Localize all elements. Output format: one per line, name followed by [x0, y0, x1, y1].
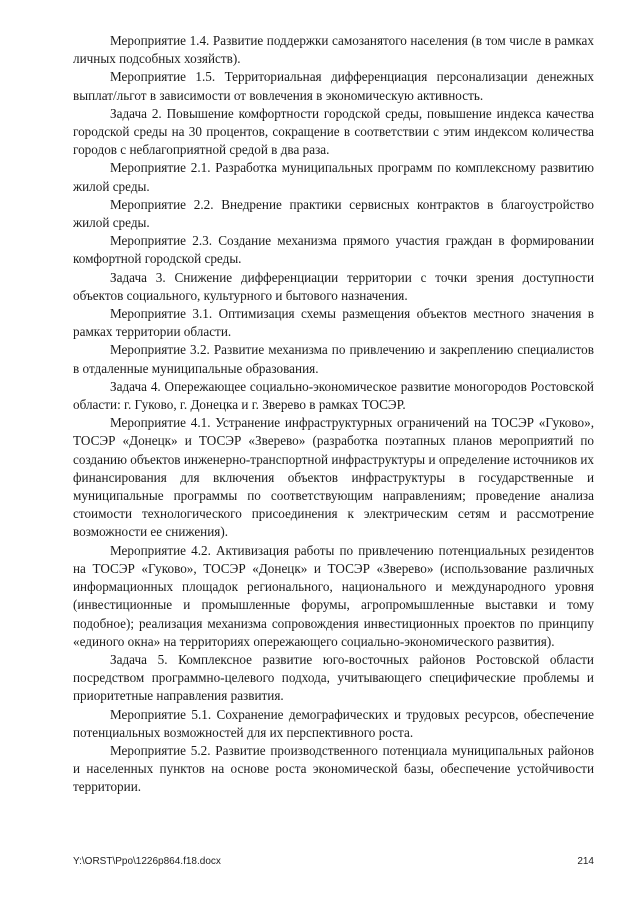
page-footer: [73, 855, 594, 869]
paragraph-task-2: Задача 2. Повышение комфортности городской среды, повышение индекса качества городской среды на 30 процентов, сокращение в соответствии с этим индексом количества городов с неблагоприятной средой в два раза.: [73, 105, 594, 158]
paragraph-measure-2-2: Мероприятие 2.2. Внедрение практики сервисных контрактов в благоустройство жилой среды.: [73, 196, 594, 231]
footer-file-path: Y:\ORST\Ppo\1226p864.f18.docx: [73, 856, 221, 867]
paragraph-task-4: Задача 4. Опережающее социально-экономическое развитие моногородов Ростовской области: г. Гуково, г. Донецка и г. Зверево в рамках ТОСЭР.: [73, 378, 594, 413]
footer-page-number: 214: [577, 856, 594, 867]
paragraph-measure-2-3: Мероприятие 2.3. Создание механизма прямого участия граждан в формировании комфортной городской среды.: [73, 233, 594, 267]
paragraph-task-3: Задача 3. Снижение дифференциации территории с точки зрения доступности объектов социального, культурного и бытового назначения.: [73, 269, 594, 303]
document-body: [73, 32, 594, 797]
paragraph-measure-2-1: Мероприятие 2.1. Разработка муниципальных программ по комплексному развитию жилой среды.: [73, 160, 594, 194]
paragraph-measure-1-4: Мероприятие 1.4. Развитие поддержки самозанятого населения (в том числе в рамках личных подсобных хозяйств).: [73, 33, 594, 67]
paragraph-measure-1-5: Мероприятие 1.5. Территориальная дифференциация персонализации денежных выплат/льгот в зависимости от вовлечения в экономическую активность.: [73, 69, 594, 103]
paragraph-measure-3-2: Мероприятие 3.2. Развитие механизма по привлечению и закреплению специалистов в отдаленные муниципальные образования.: [73, 342, 594, 376]
paragraph-measure-5-1: Мероприятие 5.1. Сохранение демографических и трудовых ресурсов, обеспечение потенциальных возможностей для их перспективного роста.: [73, 706, 594, 740]
paragraph-measure-5-2: Мероприятие 5.2. Развитие производственного потенциала муниципальных районов и населенных пунктов на основе роста экономической базы, обеспечение устойчивости территории.: [73, 742, 594, 795]
paragraph-task-5: Задача 5. Комплексное развитие юго-восточных районов Ростовской области посредством программно-целевого подхода, учитывающего специфические проблемы и приоритетные направления развития.: [73, 651, 594, 704]
paragraph-measure-4-1: Мероприятие 4.1. Устранение инфраструктурных ограничений на ТОСЭР «Гуково», ТОСЭР «Донецк» и ТОСЭР «Зверево» (разработка поэтапных планов мероприятий по созданию объектов инженерно-транспортной инфраструктуры и определение источников их финансирования для включения объектов инфраструктуры в государственные и муниципальные программы по соответствующим направлениям; проведение анализа стоимости технологического присоединения к электрическим сетям и рассмотрение возможности ее снижения).: [73, 415, 595, 540]
paragraph-measure-3-1: Мероприятие 3.1. Оптимизация схемы размещения объектов местного значения в рамках территории области.: [73, 306, 594, 340]
paragraph-measure-4-2: Мероприятие 4.2. Активизация работы по привлечению потенциальных резидентов на ТОСЭР «Гуково», ТОСЭР «Донецк» и ТОСЭР «Зверево» (использование различных информационных площадок регионального, национального и международного уровня (инвестиционные и промышленные форумы, агропромышленные выставки и тому подобное); реализация механизма сопровождения инвестиционных проектов по принципу «единого окна» на территориях опережающего социально-экономического развития).: [73, 542, 594, 649]
